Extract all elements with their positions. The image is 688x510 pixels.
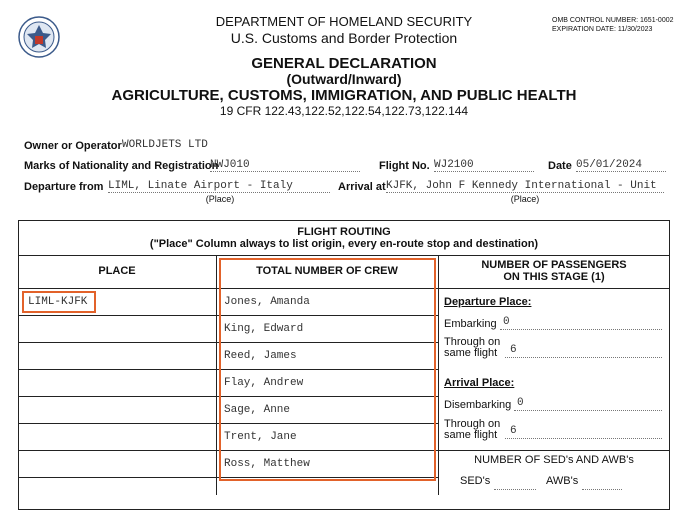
through-arr-underline xyxy=(505,438,662,439)
place-column-header: PLACE xyxy=(98,265,136,277)
through-dep-label xyxy=(444,337,500,359)
registration-field[interactable]: NWJ010 xyxy=(210,159,360,172)
crew-column-header: TOTAL NUMBER OF CREW xyxy=(256,265,398,277)
arrival-label: Arrival at xyxy=(338,181,386,193)
place-field[interactable]: LIML-KJFK xyxy=(28,296,88,308)
departure-place-label: Departure Place: xyxy=(444,296,532,308)
crew-member[interactable]: Reed, James xyxy=(224,350,297,362)
omb-info xyxy=(552,16,674,34)
through-dep-label-line1: Through on xyxy=(444,336,501,348)
awbs-field[interactable] xyxy=(582,489,622,490)
arrival-place-label: Arrival Place: xyxy=(444,377,515,389)
agency-name: U.S. Customs and Border Protection xyxy=(230,30,458,46)
through-arr-label-line1: Through on xyxy=(444,418,501,430)
date-label: Date xyxy=(548,160,572,172)
owner-label: Owner or Operator xyxy=(24,140,122,152)
date-field[interactable]: 05/01/2024 xyxy=(576,159,666,172)
form-title: GENERAL DECLARATION xyxy=(251,55,437,72)
crew-member[interactable]: Ross, Matthew xyxy=(224,458,310,470)
flight-number-label: Flight No. xyxy=(379,160,430,172)
form-direction: (Outward/Inward) xyxy=(286,71,402,87)
cfr-reference: 19 CFR 122.43,122.52,122.54,122.73,122.144 xyxy=(219,104,469,118)
crew-highlight xyxy=(219,258,436,481)
crew-member[interactable]: Trent, Jane xyxy=(224,431,297,443)
divider xyxy=(216,255,217,495)
crew-member[interactable]: Jones, Amanda xyxy=(224,296,310,308)
crew-member[interactable]: King, Edward xyxy=(224,323,304,335)
through-arrival-field[interactable]: 6 xyxy=(510,425,517,437)
awbs-label: AWB's xyxy=(546,475,579,487)
crew-member[interactable]: Flay, Andrew xyxy=(224,377,304,389)
through-dep-underline xyxy=(505,357,662,358)
seds-label: SED's xyxy=(460,475,491,487)
divider xyxy=(438,288,670,289)
form-subtitle: AGRICULTURE, CUSTOMS, IMMIGRATION, AND PUBLIC HEALTH xyxy=(111,87,577,104)
marks-label: Marks of Nationality and Registration xyxy=(24,160,219,172)
omb-control-number: OMB CONTROL NUMBER: 1651-0002 xyxy=(552,17,674,24)
flight-routing-subtitle: ("Place" Column always to list origin, every en-route stop and destination) xyxy=(149,238,539,250)
disembarking-label: Disembarking xyxy=(444,399,512,411)
owner-field[interactable]: WORLDJETS LTD xyxy=(122,139,208,151)
flight-routing-title: FLIGHT ROUTING xyxy=(297,226,391,238)
divider xyxy=(18,255,670,256)
disembarking-field[interactable]: 0 xyxy=(517,397,524,409)
through-dep-label-line2: same flight xyxy=(444,347,498,359)
flight-number-field[interactable]: WJ2100 xyxy=(434,159,534,172)
disembarking-underline xyxy=(514,410,662,411)
embarking-underline xyxy=(500,329,662,330)
departure-label: Departure from xyxy=(24,181,104,193)
through-arr-label-line2: same flight xyxy=(444,429,498,441)
arrival-place-hint: (Place) xyxy=(510,194,540,204)
embarking-field[interactable]: 0 xyxy=(503,316,510,328)
passengers-header-line2: ON THIS STAGE (1) xyxy=(503,271,605,283)
expiration-date: EXPIRATION DATE: 11/30/2023 xyxy=(552,26,653,33)
seds-field[interactable] xyxy=(494,489,536,490)
crew-member[interactable]: Sage, Anne xyxy=(224,404,291,416)
divider xyxy=(438,450,670,451)
through-arr-label xyxy=(444,419,500,441)
arrival-field[interactable]: KJFK, John F Kennedy International - Unit xyxy=(386,180,664,193)
departure-field[interactable]: LIML, Linate Airport - Italy xyxy=(108,180,330,193)
through-departure-field[interactable]: 6 xyxy=(510,344,517,356)
passengers-header-line1: NUMBER OF PASSENGERS xyxy=(481,259,627,271)
sed-awb-header: NUMBER OF SED's AND AWB's xyxy=(474,454,634,466)
department-name: DEPARTMENT OF HOMELAND SECURITY xyxy=(215,14,473,29)
embarking-label: Embarking xyxy=(444,318,497,330)
departure-place-hint: (Place) xyxy=(205,194,235,204)
